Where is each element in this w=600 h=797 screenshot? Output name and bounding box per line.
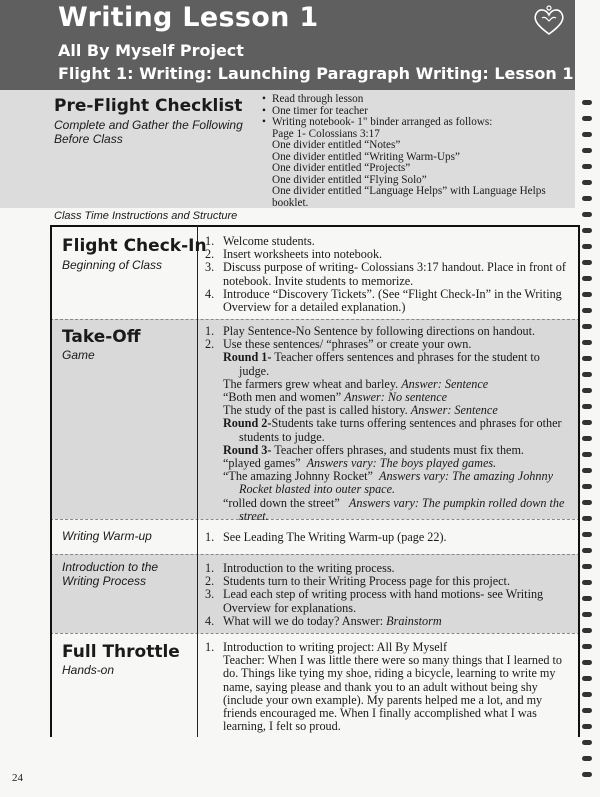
warmup-steps — [205, 531, 573, 544]
takeoff-steps — [205, 325, 573, 523]
warmup-title: Writing Warm-up — [62, 529, 152, 543]
teacher-script: Teacher: When I was little there were so many things that I learned to do. Things like tying my shoe, riding a bicycle, learning to write my name, saying please and thank you to an adult without being shy (include your own example). My parents helped me a lot, and my friends encouraged me. When I finally accomplished what I was learning, I felt so proud. — [223, 653, 563, 734]
checklist-item: • One timer for teacher — [262, 106, 572, 118]
checkin-steps — [205, 235, 573, 314]
class-structure-table — [50, 225, 578, 737]
checklist-subitem: One divider entitled “Language Helps” with Language Helps booklet. — [272, 185, 546, 209]
preflight-title: Pre-Flight Checklist — [54, 96, 243, 116]
class-time-label: Class Time Instructions and Structure — [54, 210, 238, 222]
checklist-subitem: One divider entitled “Notes” — [272, 139, 401, 151]
lesson-title: Writing Lesson 1 — [58, 2, 319, 33]
list-item: 3. Lead each step of writing process with hand motions- see Writing Overview for explanations. — [205, 587, 544, 615]
checklist-subitem: Page 1- Colossians 3:17 — [272, 127, 380, 140]
checklist-subitem: One divider entitled “Projects” — [272, 162, 411, 174]
list-item: 2. Insert worksheets into notebook. — [205, 247, 383, 262]
list-item: 4. What will we do today? Answer: Brainstorm — [205, 613, 442, 628]
example-line: “Both men and women” Answer: No sentence — [223, 390, 448, 405]
checklist-item: • Read through lesson — [262, 94, 572, 106]
round-2: Round 2-Students take turns offering sentences and phrases for other students to judge. — [223, 416, 562, 444]
list-item: 1. See Leading The Writing Warm-up (page 22). — [205, 530, 447, 544]
throttle-title: Full Throttle — [62, 642, 180, 662]
process-steps — [205, 562, 573, 628]
preflight-checklist — [262, 94, 572, 209]
checklist-subitem: One divider entitled “Flying Solo” — [272, 173, 427, 186]
checkin-subtitle: Beginning of Class — [62, 258, 163, 272]
list-item: 1. Play Sentence-No Sentence by following directions on handout. — [205, 324, 536, 338]
list-item: 4. Introduce “Discovery Tickets”. (See “Flight Check-In” in the Writing Overview for a detailed explanation.) — [205, 286, 562, 315]
list-item: 1. Welcome students. — [205, 234, 315, 248]
example-line: “rolled down the street” Answers vary: The pumpkin rolled down the street. — [223, 495, 565, 523]
example-line: The study of the past is called history. Answer: Sentence — [223, 403, 498, 418]
list-item: 2. Students turn to their Writing Process page for this project. — [205, 574, 510, 589]
column-divider — [197, 225, 198, 737]
example-line: “played games” Answers vary: The boys played games. — [223, 456, 497, 471]
round-3: Round 3- Teacher offers phrases, and students must fix them. — [223, 442, 524, 457]
process-title: Introduction to the Writing Process — [62, 560, 159, 588]
takeoff-title: Take-Off — [62, 327, 141, 347]
flight-title: Flight 1: Writing: Launching Paragraph Writing: Lesson 1 — [58, 64, 574, 83]
list-item: 1. Introduction to writing project: All By Myself — [205, 640, 448, 654]
throttle-steps — [205, 641, 573, 733]
lesson-header — [0, 0, 575, 90]
list-item: 2. Use these sentences/ “phrases” or create your own. — [205, 337, 472, 352]
checklist-item: • Writing notebook- 1" binder arranged as follows: — [262, 117, 572, 129]
preflight-subtitle: Complete and Gather the Following Before Class — [54, 118, 243, 146]
takeoff-subtitle: Game — [62, 348, 95, 362]
list-item: 3. Discuss purpose of writing- Colossians 3:17 handout. Place in front of notebook. Invite students to memorize. — [205, 260, 566, 288]
checklist-subitem: One divider entitled “Writing Warm-Ups” — [272, 150, 460, 163]
checkin-title: Flight Check-In — [62, 236, 207, 256]
throttle-subtitle: Hands-on — [62, 663, 115, 677]
spiral-binding-icon — [580, 100, 594, 790]
page-number: 24 — [12, 772, 23, 784]
round-1: Round 1- Teacher offers sentences and phrases for the student to judge. — [223, 350, 540, 378]
project-title: All By Myself Project — [58, 41, 244, 60]
example-line: “The amazing Johnny Rocket” Answers vary: The amazing Johnny Rocket blasted into outer space. — [223, 469, 554, 497]
example-line: The farmers grew wheat and barley. Answer: Sentence — [223, 376, 489, 391]
heart-logo-icon — [530, 4, 568, 40]
list-item: 1. Introduction to the writing process. — [205, 561, 395, 575]
